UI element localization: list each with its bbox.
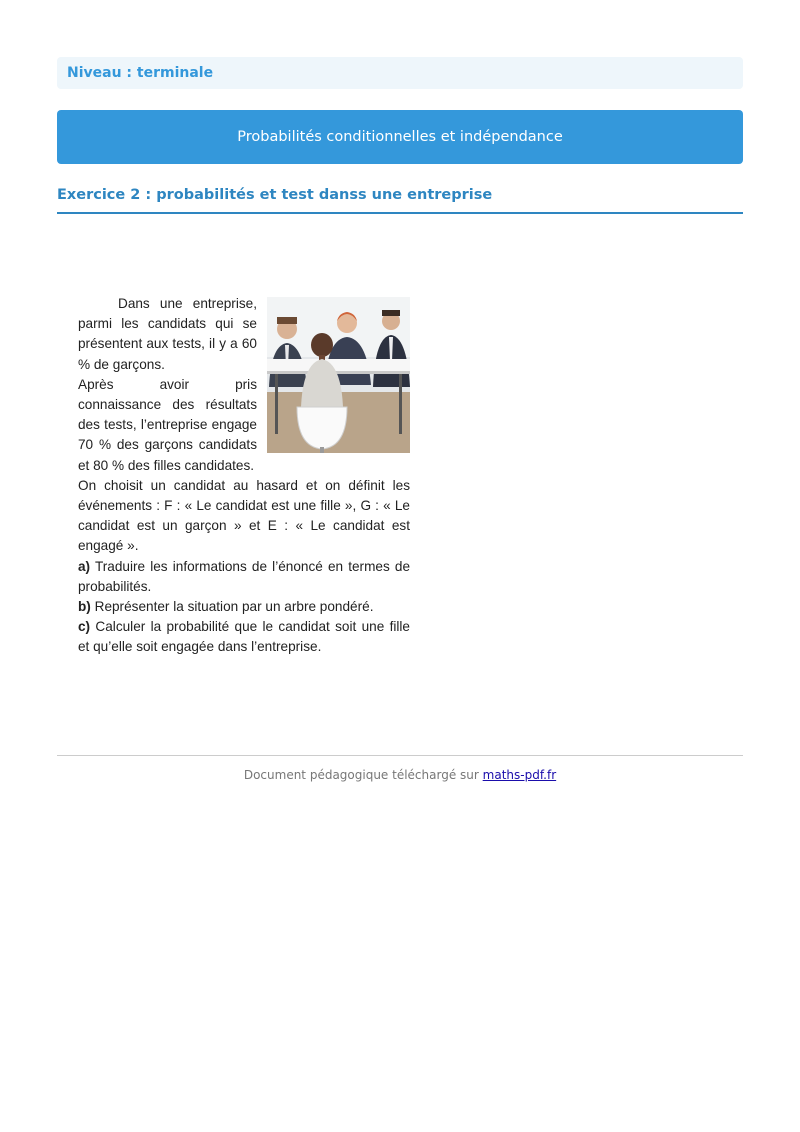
question-a — [78, 557, 410, 597]
exercise-paragraph: Après avoir pris connaissance des résultats des tests, l’entreprise engage 70 % des garçons candidats et 80 % des filles candidates. — [78, 376, 257, 473]
question-text: Représenter la situation par un arbre pondéré. — [94, 599, 374, 615]
footer-text: Document pédagogique téléchargé sur — [243, 768, 479, 782]
level-label — [57, 57, 743, 89]
footer-link[interactable]: maths-pdf.fr — [482, 768, 557, 782]
footer — [57, 768, 743, 782]
question-label: a) — [78, 558, 91, 574]
footer-divider — [57, 755, 743, 756]
exercise-body — [78, 294, 410, 658]
exercise-paragraph: Dans une entreprise, parmi les candidats qui se présentent aux tests, il y a 60 % de garçons. — [78, 296, 257, 372]
question-text: Traduire les informations de l’énoncé en termes de probabilités. — [78, 558, 411, 594]
chapter-title: Probabilités conditionnelles et indépendance — [237, 129, 563, 145]
question-label: c) — [78, 619, 91, 635]
exercise-paragraph: On choisit un candidat au hasard et on définit les événements : F : « Le candidat est une fille », G : « Le candidat est un garçon » et E : « Le candidat est engagé ». — [78, 477, 410, 554]
chapter-banner — [57, 110, 743, 164]
interview-photo — [267, 297, 410, 453]
exercise-title: Exercice 2 : probabilités et test danss une entreprise — [57, 186, 743, 214]
question-c — [78, 617, 410, 657]
question-text: Calculer la probabilité que le candidat soit une fille et qu’elle soit engagée dans l’entreprise. — [78, 619, 410, 655]
question-label: b) — [78, 599, 91, 615]
level-text: Niveau : terminale — [67, 65, 214, 81]
question-b — [78, 597, 410, 617]
interview-photo-illustration — [267, 297, 410, 453]
